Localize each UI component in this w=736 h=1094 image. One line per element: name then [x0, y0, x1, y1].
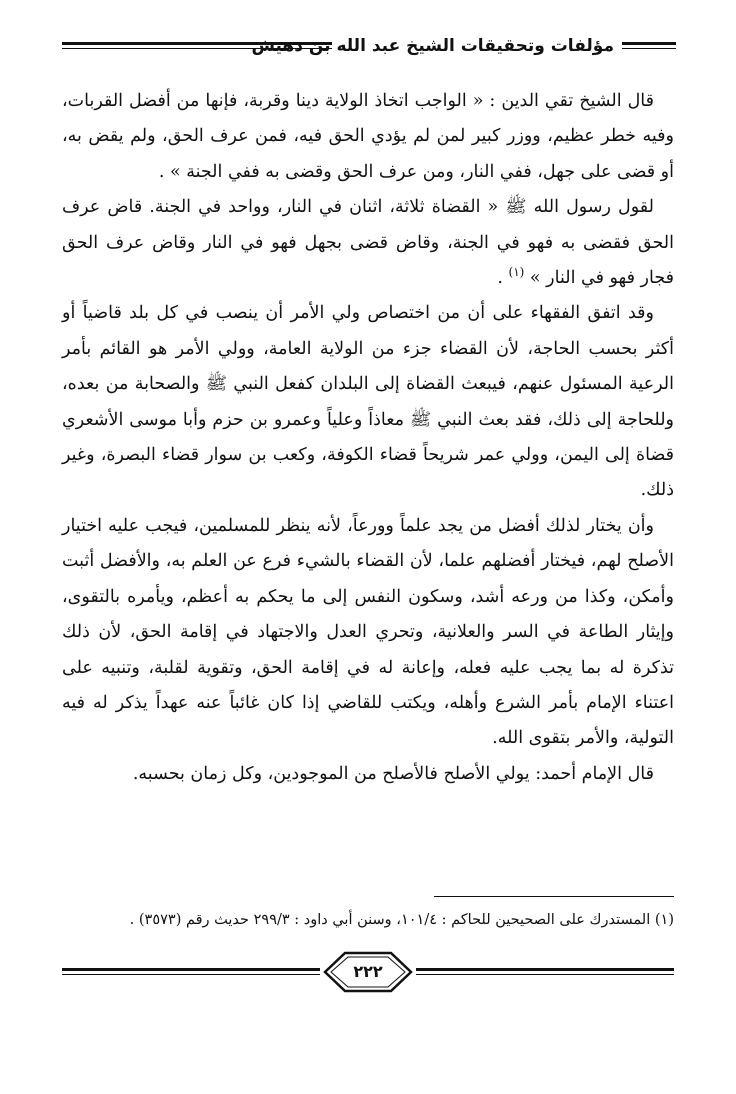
footer-rule-left: [62, 968, 320, 975]
paragraph-selection: وأن يختار لذلك أفضل من يجد علماً وورعاً، لأنه ينظر للمسلمين، فيجب عليه اختيار الأصلح لهم، فيختار أفضلهم علما، لأن القضاء بالشيء فرع عن العلم به، والأفضل أثبت وأمكن، وكذا من ورعه أشد، وسكون النفس إلى ما يحكم به أعظم، ويأمره بالتقوى، وإيثار الطاعة في السر والعلانية، وتحري العدل والاجتهاد في إقامة الحق، لأن ذلك تذكرة له بما يجب عليه فعله، وإعانة له في إقامة الحق، وتقوية لقلبة، وتنبيه على اعتناء الإمام بأمر الشرع وأهله، ويكتب للقاضي إذا كان غائباً عنه عهداً يذكر له فيه التولية، والأمر بتقوى الله.: [62, 515, 674, 749]
paragraph-imam-ahmad: قال الإمام أحمد: يولي الأصلح فالأصلح من الموجودين، وكل زمان بحسبه.: [132, 763, 654, 784]
header-rule-right: [622, 42, 676, 49]
hadith-text: لقول رسول الله ﷺ « القضاة ثلاثة، اثنان في النار، وواحد في الجنة. قاض عرف الحق فقضى به فهو في الجنة، وقاض قضى بجهل فهو في النار وقاض عرف الحق فجار فهو في النار »: [62, 197, 674, 289]
footnote: (١) المستدرك على الصحيحين للحاكم : ١٠١/٤، وسنن أبي داود : ٢٩٩/٣ حديث رقم (٣٥٧٣) .: [129, 912, 674, 928]
page-number-badge: [321, 950, 415, 994]
body-text: [62, 84, 674, 792]
page-footer: [62, 950, 674, 996]
page-number: ٢٢٢: [353, 962, 383, 981]
paragraph-quote: قال الشيخ تقي الدين : « الواجب اتخاذ الولاية دينا وقربة، فإنها من أفضل القربات، وفيه خطر عظيم، ووزر كبير لمن لم يؤدي الحق فيه، فمن عرف الحق، ولم يقض به، أو قضى على جهل، ففي النار، ومن عرف الحق وقضى به ففي الجنة » .: [62, 91, 674, 182]
running-header: [62, 30, 676, 64]
footer-rule-right: [416, 968, 674, 975]
footnote-reference[interactable]: (١): [508, 265, 525, 280]
header-rule-left: [62, 42, 332, 49]
paragraph-appointment: وقد اتفق الفقهاء على أن من اختصاص ولي الأمر أن ينصب في كل بلد قاضياً أو أكثر بحسب الحاجة، لأن القضاء جزء من الولاية العامة، وولي الأمر هو القائم بأمر الرعية المسئول عنهم، فيبعث القضاة إلى البلدان كفعل النبي ﷺ والصحابة من بعده، وللحاجة إلى ذلك، فقد بعث النبي ﷺ معاذاً وعلياً وعمرو بن حزم وأبا موسى الأشعري قضاة إلى اليمن، وولي عمر شريحاً قضاء الكوفة، وكعب بن سوار قضاء البصرة، وغير ذلك.: [62, 303, 674, 501]
footnote-separator: [434, 896, 674, 897]
header-title: مؤلفات وتحقيقات الشيخ عبد الله بن دهيش: [251, 36, 614, 56]
paragraph-hadith: لقول رسول الله ﷺ « القضاة ثلاثة، اثنان في النار، وواحد في الجنة. قاض عرف الحق فقضى به فهو في الجنة، وقاض قضى بجهل فهو في النار وقاض عرف الحق فجار فهو في النار » $^{(١)}$ .: [62, 197, 674, 289]
